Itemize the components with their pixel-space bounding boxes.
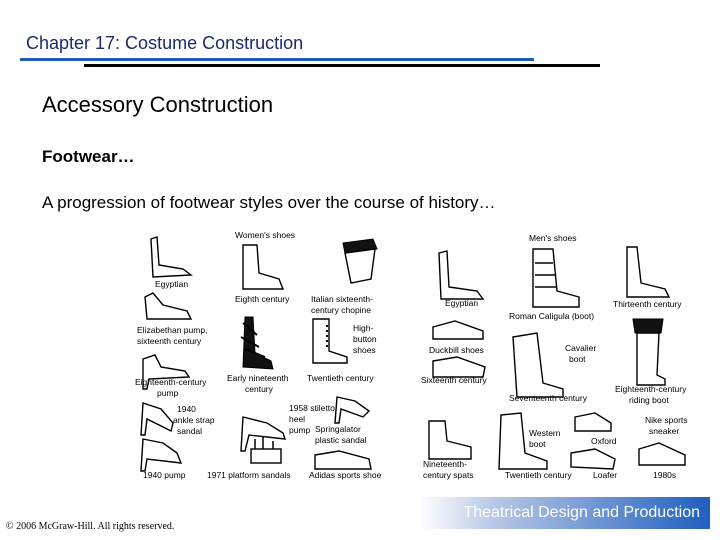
- label-w-egyptian: Egyptian: [155, 279, 189, 289]
- header-rule-blue: [20, 58, 534, 61]
- footer-band: [420, 497, 710, 529]
- label-w-highbutton-3: shoes: [353, 345, 376, 355]
- mens-oxford-shoe: [575, 413, 611, 431]
- label-m-western-1: Western: [529, 428, 561, 438]
- slide-body-text: A progression of footwear styles over the course of history…: [42, 193, 496, 212]
- label-m-egyptian: Egyptian: [445, 298, 479, 308]
- womens-shoes-heading: Women's shoes: [235, 230, 296, 240]
- womens-springalator-sandal: [335, 397, 369, 423]
- mens-loafer: [571, 449, 615, 469]
- label-w-eliz-2: sixteenth century: [137, 336, 202, 346]
- mens-roman-caligula-boot: [533, 249, 579, 307]
- label-w-adidas: Adidas sports shoe: [309, 470, 382, 480]
- label-m-cavalier-2: boot: [569, 354, 586, 364]
- womens-chopine: [343, 239, 377, 283]
- label-w-eliz-1: Elizabethan pump,: [137, 325, 208, 335]
- label-m-16th: Sixteenth century: [421, 375, 487, 385]
- label-m-spats-1: Nineteenth-: [423, 459, 467, 469]
- womens-eighth-century-shoe: [243, 245, 283, 289]
- header-rule-black: [84, 64, 600, 67]
- label-w-eighth: Eighth century: [235, 294, 290, 304]
- mens-sixteenth-century-shoe: [433, 357, 485, 377]
- label-w-1940ankle-1: 1940: [177, 404, 196, 414]
- label-w-twentieth: Twentieth century: [307, 373, 374, 383]
- womens-egyptian-shoe: [151, 237, 191, 277]
- slide-title: Accessory Construction: [42, 92, 274, 117]
- mens-thirteenth-century-shoe: [627, 247, 669, 297]
- label-w-1958-3: pump: [289, 425, 311, 435]
- label-w-18pump-1: Eighteenth-century: [135, 377, 207, 387]
- label-m-18boot-2: riding boot: [629, 395, 669, 405]
- label-w-springalator-2: plastic sandal: [315, 435, 367, 445]
- womens-1971-platform-sandals: [251, 437, 281, 463]
- label-w-1940ankle-3: sandal: [177, 426, 203, 436]
- label-w-highbutton-1: High-: [353, 323, 374, 333]
- label-m-13th: Thirteenth century: [613, 299, 682, 309]
- label-w-springalator-1: Springalator: [315, 424, 361, 434]
- womens-1940-pump: [141, 439, 181, 471]
- label-w-1971: 1971 platform sandals: [207, 470, 291, 480]
- label-w-early19-1: Early nineteenth: [227, 373, 289, 383]
- slide-subheading: Footwear…: [42, 147, 135, 166]
- label-m-18boot-1: Eighteenth-century: [615, 384, 687, 394]
- label-m-1980s: 1980s: [653, 470, 677, 480]
- womens-elizabethan-pump: [145, 293, 191, 319]
- label-w-1958-1: 1958 stiletto: [289, 403, 335, 413]
- label-w-1958-2: heel: [289, 414, 306, 424]
- label-w-chopine-2: century chopine: [311, 305, 372, 315]
- label-m-loafer: Loafer: [593, 470, 618, 480]
- label-m-spats-2: century spats: [423, 470, 474, 480]
- womens-high-button-shoes: [313, 319, 347, 363]
- mens-nineteenth-century-spats: [429, 421, 471, 459]
- label-w-1940ankle-2: ankle strap: [173, 415, 215, 425]
- label-m-20th: Twentieth century: [505, 470, 572, 480]
- womens-early-19th-century-sandal: [241, 317, 273, 369]
- footwear-illustration: [133, 227, 703, 489]
- label-m-duckbill: Duckbill shoes: [429, 345, 484, 355]
- label-m-western-2: boot: [529, 439, 546, 449]
- mens-shoes-heading: Men's shoes: [529, 233, 577, 243]
- womens-adidas-sports-shoe: [315, 451, 371, 469]
- label-w-highbutton-2: button: [353, 334, 377, 344]
- chapter-title: Chapter 17: Costume Construction: [26, 33, 304, 53]
- mens-seventeenth-century-boot: [513, 333, 563, 397]
- label-w-early19-2: century: [245, 384, 273, 394]
- label-w-chopine-1: Italian sixteenth-: [311, 294, 373, 304]
- label-m-17th: Seventeenth century: [509, 393, 587, 403]
- copyright-notice: © 2006 McGraw-Hill. All rights reserved.: [6, 521, 175, 532]
- label-m-nike-1: Nike sports: [645, 415, 688, 425]
- mens-eighteenth-century-riding-boot: [633, 319, 665, 385]
- label-w-1940pump: 1940 pump: [143, 470, 186, 480]
- label-m-nike-2: sneaker: [649, 426, 680, 436]
- mens-egyptian-shoe: [439, 251, 483, 299]
- footer-title: Theatrical Design and Production: [463, 504, 700, 521]
- mens-duckbill-shoes: [433, 321, 483, 339]
- label-w-18pump-2: pump: [157, 388, 179, 398]
- womens-1940-ankle-strap-sandal: [141, 403, 173, 435]
- mens-1980s-sneaker: [639, 443, 685, 465]
- label-m-caligula: Roman Caligula (boot): [509, 311, 595, 321]
- label-m-cavalier-1: Cavalier: [565, 343, 597, 353]
- label-m-oxford: Oxford: [591, 436, 617, 446]
